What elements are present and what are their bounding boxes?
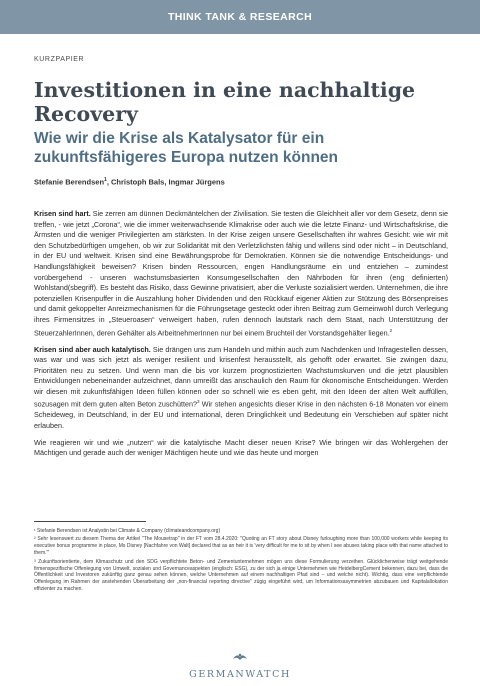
author-separator: , bbox=[164, 177, 169, 187]
paragraph-lead: Krisen sind hart. bbox=[34, 209, 91, 218]
paragraph-text: Sie drängen uns zum Handeln und mithin auch zum Nachdenken und Infragestellen dessen, was war und was sich jetzt als weniger resilient und krisenfest herausstellt, als gehofft oder erwartet. Sie zwingen dazu, Prioritäten neu zu setzen. Und wenn man die bis vor kurzem prognostizierten Wachstumskurven und die jetzt plausiblen Entwicklungen nebeneinander aufzeichnet, dann umreißt das anschaulich den Raum für ökonomische Entscheidungen. Werden wir diesen mit zukunftsfähigen Ideen füllen können oder so schnell wie es eben geht, mit den Ideen der alten Welt auffüllen, sozusagen mit dem guten alten Beton zuschütten? bbox=[34, 344, 448, 409]
document-subtitle: Wie wir die Krise als Katalysator für ein zukunftsfähigeres Europa nutzen können bbox=[34, 130, 338, 166]
author-line bbox=[34, 177, 225, 187]
footnote-divider bbox=[34, 521, 146, 522]
author-name: Stefanie Berendsen bbox=[34, 177, 105, 187]
germanwatch-bird-icon bbox=[231, 651, 249, 663]
footnote: ³ Zukunftsorientierte, dem Klimaschutz und den SDG verpflichtete Beton- und Zementunternehmen mögen uns diese Formulierung verzeihen. Glücklicherweise trägt weitgehende firmenspezifische Offenlegung von Umwelt, sozialen und Governanceaspekten (englisch: ESG), zu der sich ja einige Unternehmen wie HeidelbergCement bekennen, dazu bei, dass die Öffentlichkeit und Investoren zukünftig ganz genau sehen können, welche Unternehmen auf einem nachhaltigen Pfad sind – und welche nicht). Wichtig, dass eine verpflichtende Offenlegung im Rahmen der anstehenden Überarbeitung der „non-financial reporting directive" zügig eingeführt wird, um Informationsasymmetrien abzubauen und Kapitalallokation effizienter zu machen. bbox=[34, 558, 448, 593]
footnote: ¹ Stefanie Berendsen ist Analystin bei Climate & Company (climateandcompany.org) bbox=[34, 528, 221, 534]
body-text bbox=[34, 209, 448, 465]
paragraph bbox=[34, 345, 448, 432]
footnote-ref[interactable]: 1 bbox=[104, 177, 107, 183]
footnote-ref[interactable]: 2 bbox=[389, 327, 393, 333]
author-separator: , bbox=[106, 177, 111, 187]
footnote: ² Sehr lesenswert zu diesem Thema der Artikel "The Mousetrap" in der FT vom 28.4.2020: "Quoting an FT story about Disney furloughing more than 100,000 workers while keeping its executive bonus programme in place, Ms Disney [Nachfahre von Walt] declared that as an heir it is 'very difficult for me to sit by when I see abuses taking place with that name attached to them.'" bbox=[34, 536, 448, 557]
paragraph-lead: Krisen sind aber auch katalytisch. bbox=[34, 344, 151, 354]
footnotes bbox=[34, 528, 448, 595]
header-banner bbox=[0, 0, 480, 34]
paragraph-text: Wie reagieren wir und wie „nutzen“ wir die katalytische Macht dieser neuen Krise? Wie bringen wir das Wohlergehen der Mächtigen und gerade auch der weniger Mächtigen heute und wie das heute und morgen bbox=[34, 437, 448, 458]
footnote-ref[interactable]: 3 bbox=[197, 399, 200, 405]
germanwatch-logo bbox=[0, 651, 480, 682]
author-name: Christoph Bals bbox=[110, 177, 165, 187]
logo-wordmark: GERMANWATCH bbox=[189, 669, 291, 680]
author-name: Ingmar Jürgens bbox=[168, 177, 225, 187]
banner-label: THINK TANK & RESEARCH bbox=[167, 11, 313, 23]
paragraph-text: Wir stehen angesichts dieser Krise in den nächsten 6-18 Monaten vor einem Scheideweg, in Deutschland, in der EU und international, deren Dringlichkeit und Bedeutung ein Verschieben auf später nicht erlauben. bbox=[34, 399, 448, 431]
paragraph bbox=[34, 209, 448, 339]
paragraph bbox=[34, 438, 448, 459]
paragraph-text: Sie zerren am dünnen Deckmäntelchen der Zivilisation. Sie testen die Gleichheit aller vor dem Gesetz, denn sie treffen, - wie jetzt „Corona“, wie die immer weiterwachsende Klimakrise oder auch wie die letzte Finanz- und Wirtschaftskrise, die Ärmsten und die weniger Privilegierten am stärksten. In der Krise zeigen unsere Gesellschaften ihr wahres Gesicht: wie wir mit den Schutzbedürftigen umgehen, ob wir zur Solidarität mit den Verletzlichsten fähig und willens sind oder nicht – in Deutschland, in der EU und weltweit. Krisen sind eine Bewährungsprobe für Demokratien. Können sie die notwendige Entscheidungs- und Handlungsfähigkeit beweisen? Krisen binden Ressourcen, engen Handlungsräume ein und entziehen – zumindest vorübergehend - unseren wachstumsbasierten Konsumgesellschaften den Nährboden für ihren (eng definierten) Wohlstand(sbegriff). Es besteht das Risiko, dass Gewinne privatisiert, aber die Verluste sozialisiert werden. Unternehmen, die ihre potenziellen Krisenpuffer in die Auszahlung hoher Dividenden und den Rückkauf eigener Aktien zur Stützung des Börsenpreises und damit gekoppelter Anreizmechanismen für die Führungsetage gesteckt oder ihren Beitrag zum Gemeinwohl durch Verlegung ihres Firmensitzes in „Steueroasen“ verweigert haben, rufen dennoch lautstark nach dem Staat, nach Unterstützung der SteuerzahlerInnen, deren Gehälter als ArbeitnehmerInnen nur bei einem Bruchteil der Vorstandsgehälter liegen. bbox=[34, 209, 448, 337]
document-type-label: KURZPAPIER bbox=[34, 56, 85, 63]
document-title: Investitionen in eine nachhaltige Recovery bbox=[34, 78, 416, 126]
